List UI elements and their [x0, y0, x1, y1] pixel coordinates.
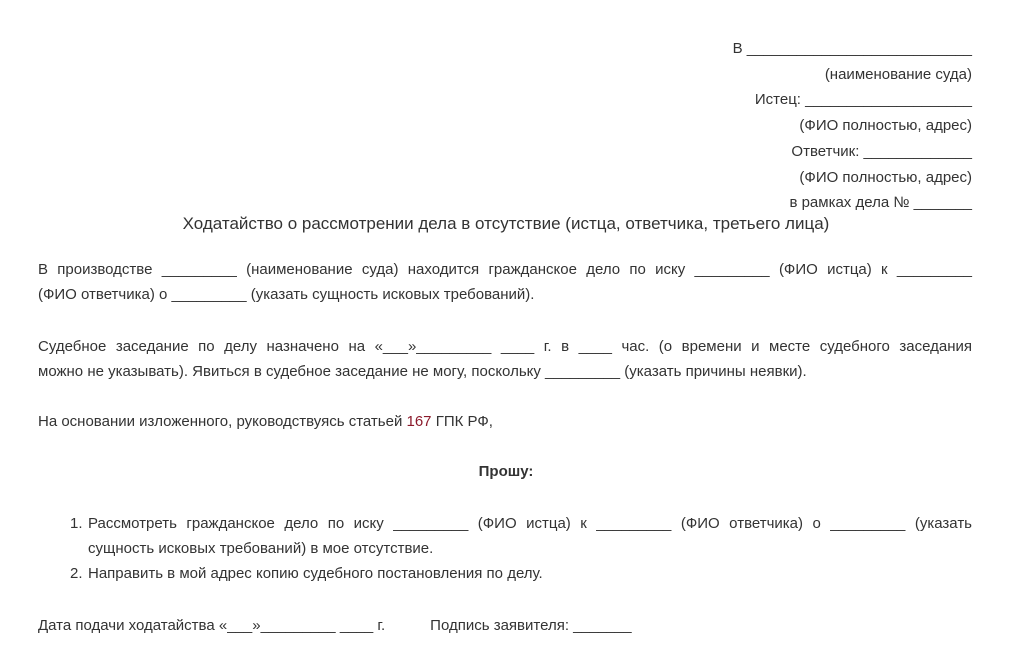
paragraph-line: [38, 409, 972, 434]
paragraph-basis: [38, 409, 972, 434]
filing-date-line: Дата подачи ходатайства «___»_________ ____ г.: [38, 617, 386, 634]
list-item: [70, 511, 972, 561]
request-list: [70, 511, 972, 586]
paragraph-line: В производстве _________ (наименование суда) находится гражданское дело по иску _________ (ФИО истца) к _________: [38, 261, 972, 278]
paragraph-line: (ФИО ответчика) о _________ (указать сущность исковых требований).: [38, 286, 535, 303]
paragraph-line: Судебное заседание по делу назначено на «___»_________ ____ г. в ____ час. (о времени и месте судебного заседания: [38, 338, 972, 355]
list-item-text: Направить в мой адрес копию судебного постановления по делу.: [88, 565, 543, 582]
list-item-text: сущность исковых требований) в мое отсутствие.: [88, 540, 434, 557]
paragraph-line: можно не указывать). Явиться в судебное заседание не могу, поскольку _________ (указать причины неявки).: [38, 363, 807, 380]
plaintiff-line: Истец: ____________________: [754, 91, 972, 109]
signature-line: Подпись заявителя: _______: [430, 617, 632, 634]
list-item-number: 1.: [70, 515, 83, 532]
list-item: [70, 561, 972, 586]
list-item-text: Рассмотреть гражданское дело по иску _________ (ФИО истца) к _________ (ФИО ответчика) о _________ (указать: [88, 515, 972, 532]
document-title: Ходатайство о рассмотрении дела в отсутствие (истца, ответчика, третьего лица): [182, 214, 830, 233]
basis-text-before: На основании изложенного, руководствуясь статьей: [38, 413, 407, 430]
paragraph-hearing: [38, 334, 972, 384]
document-footer: [38, 614, 632, 638]
court-hint: (наименование суда): [824, 65, 972, 83]
defendant-line: Ответчик: _____________: [791, 142, 972, 160]
plaintiff-hint: (ФИО полностью, адрес): [799, 117, 972, 135]
document-header: [712, 36, 972, 216]
defendant-hint: (ФИО полностью, адрес): [799, 168, 972, 186]
basis-text-after: ГПК РФ,: [431, 413, 493, 430]
law-article-link[interactable]: 167: [406, 413, 432, 430]
list-item-number: 2.: [70, 565, 83, 582]
case-number-line: в рамках дела № _______: [789, 194, 972, 212]
paragraph-proceedings: [38, 257, 972, 307]
request-heading: Прошу:: [478, 463, 534, 480]
court-line: В ___________________________: [732, 40, 972, 57]
